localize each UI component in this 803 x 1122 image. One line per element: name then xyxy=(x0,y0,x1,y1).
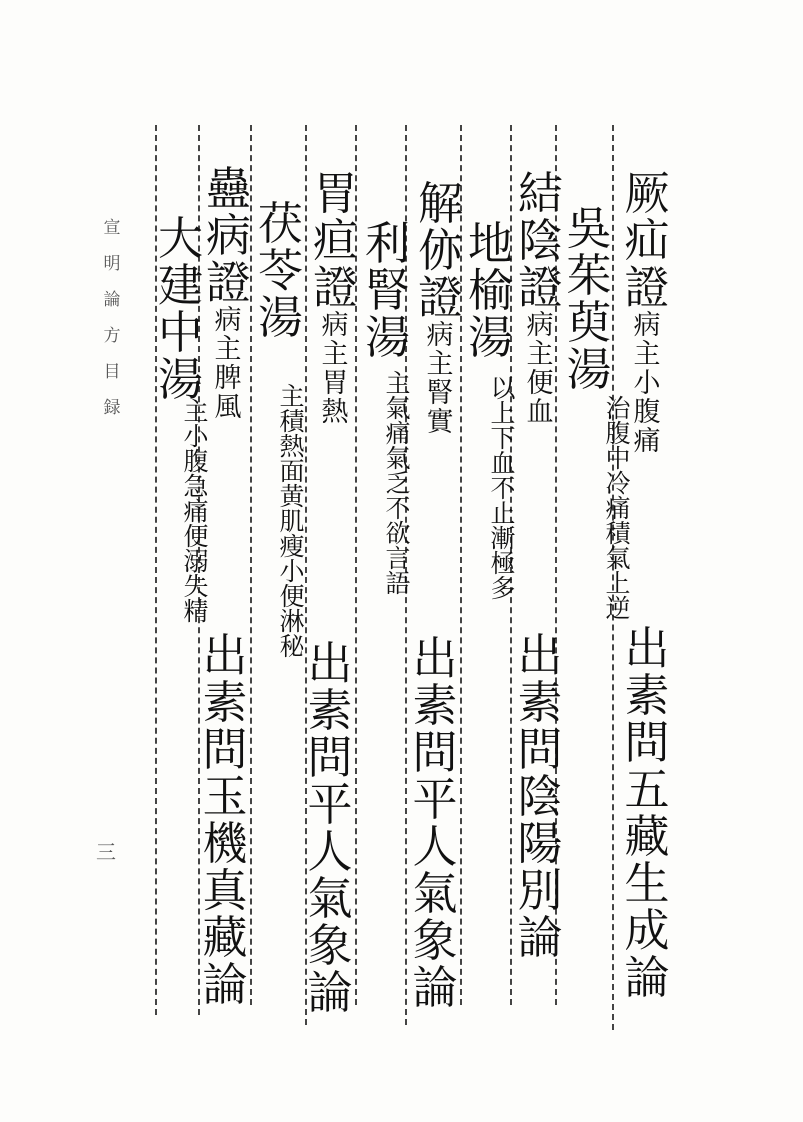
entry-note: 病主腎實 xyxy=(426,320,454,438)
entry-column xyxy=(468,217,514,364)
entry-note: 主氣痛氣乏不欲言語 xyxy=(382,370,411,595)
entry-source: 出素問平人氣象論 xyxy=(412,632,458,1014)
entry-heading: 大建中湯 xyxy=(158,212,204,406)
entry-note: 病主胃熱 xyxy=(321,310,349,428)
entry-note: 治腹中冷痛積氣上逆 xyxy=(602,395,631,620)
entry-heading: 結陰證 xyxy=(518,167,564,314)
entry-column xyxy=(365,217,411,364)
entry-column xyxy=(518,167,564,428)
entry-source: 出素問玉機真藏論 xyxy=(202,629,248,1011)
entry-note: 以上下血不止漸極多 xyxy=(487,375,516,600)
entry-note: 病主小腹痛 xyxy=(633,310,661,457)
entry-heading: 吳茱萸湯 xyxy=(566,202,612,396)
entry-note: 主小腹急痛便溺失精 xyxy=(180,398,209,623)
entry-note: 病主脾風 xyxy=(214,305,242,423)
book-title: 宣明論方目録 xyxy=(103,218,121,418)
entry-column xyxy=(158,212,204,406)
entry-heading: 胃疸證 xyxy=(313,167,359,314)
entry-column xyxy=(258,197,304,344)
entry-source: 出素問五藏生成論 xyxy=(624,622,670,1004)
entry-source: 出素問陰陽別論 xyxy=(517,629,563,964)
entry-source: 出素問平人氣象論 xyxy=(307,637,353,1019)
entry-heading: 地榆湯 xyxy=(468,217,514,364)
entry-note: 病主便血 xyxy=(526,310,554,428)
entry-heading: 利腎湯 xyxy=(365,217,411,364)
entry-heading: 茯苓湯 xyxy=(258,197,304,344)
entry-heading: 蠱病證 xyxy=(206,162,252,309)
entry-column xyxy=(566,202,612,396)
entry-column xyxy=(206,162,252,423)
entry-column xyxy=(313,167,359,428)
entry-heading: 解㑊證 xyxy=(418,177,464,324)
entry-heading: 厥疝證 xyxy=(624,167,670,314)
entry-column xyxy=(418,177,464,438)
page-number: 三 xyxy=(96,840,116,864)
entry-note: 主積熱面黄肌瘦小便淋秘 xyxy=(276,382,305,658)
